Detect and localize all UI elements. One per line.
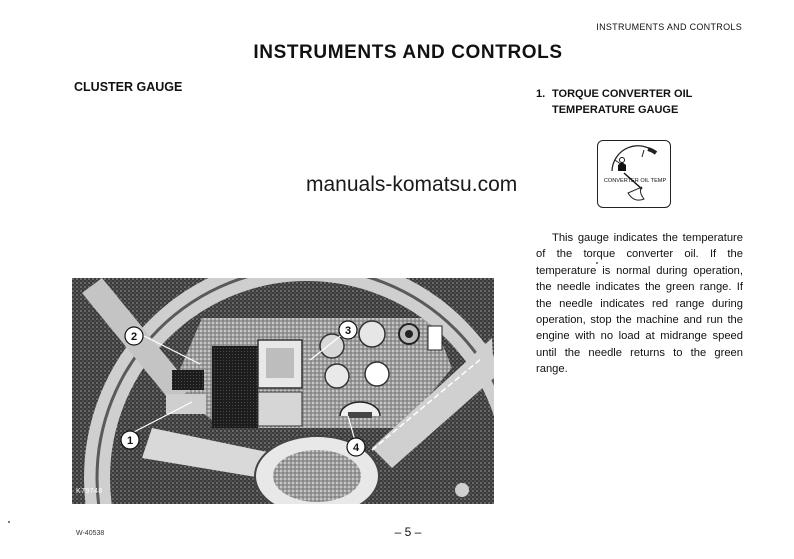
svg-text:2: 2: [130, 331, 138, 343]
scan-speck: [596, 262, 598, 264]
cluster-gauge-photo: [72, 278, 494, 504]
callout-1: [121, 431, 139, 449]
page-number: – 5 –: [394, 525, 422, 539]
item-number: 1.: [536, 88, 546, 100]
callout-4: [347, 438, 365, 456]
scan-speck: [8, 521, 10, 523]
footer-code: W-40538: [76, 530, 105, 537]
svg-text:3: 3: [344, 325, 352, 337]
gauge-icon-label: CONVERTER OIL TEMP: [603, 178, 667, 184]
svg-text:1: 1: [126, 435, 134, 447]
item-title-line2: TEMPERATURE GAUGE: [552, 104, 679, 116]
running-head: INSTRUMENTS AND CONTROLS: [596, 22, 742, 32]
callout-3: [339, 321, 357, 339]
svg-text:4: 4: [352, 442, 360, 454]
torque-converter-temperature-gauge-icon: [597, 140, 671, 208]
photo-code: K79748: [76, 488, 103, 495]
item-title-line1: TORQUE CONVERTER OIL: [552, 88, 693, 100]
callout-2: [125, 327, 143, 345]
item-heading: [536, 86, 692, 118]
body-text: This gauge indicates the temperature of the torque converter oil. If the temperature is normal during operation, the needle indicates the green range. If the needle indicates red range during operation, stop the machine and run the engine with no load at midrange speed until the needle returns to the green range.: [536, 232, 743, 376]
watermark: manuals-komatsu.com: [306, 173, 518, 196]
section-heading: CLUSTER GAUGE: [74, 80, 183, 94]
page-title: INSTRUMENTS AND CONTROLS: [253, 42, 563, 63]
